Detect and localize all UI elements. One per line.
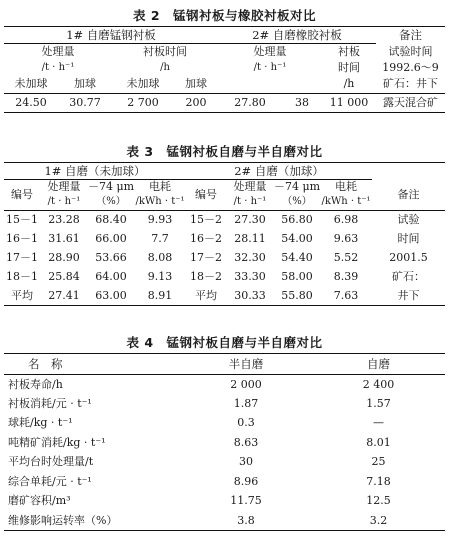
table-cell: 8.63	[233, 435, 259, 449]
table-row	[4, 511, 445, 531]
t3-note-header: 备注	[372, 180, 445, 211]
t2-cell: 24.50	[4, 94, 58, 113]
table-row	[4, 230, 445, 249]
table-cell: 平均	[4, 287, 40, 306]
table3-caption: 表 3 锰钢衬板自磨与半自磨对比	[126, 144, 323, 159]
t2-throughput-header: 处理量	[41, 44, 75, 58]
table-cell: 衬板消耗/元 · t⁻¹	[8, 396, 92, 410]
table-cell: 16－1	[5, 232, 38, 245]
table-cell: 68.40	[95, 213, 127, 227]
table-cell: 时间	[397, 232, 420, 245]
table-cell: 9.93	[147, 213, 173, 227]
table-row	[4, 211, 445, 230]
table-cell: 27.41	[40, 287, 88, 306]
table-row	[4, 472, 445, 492]
table-cell: 64.00	[95, 270, 127, 283]
t3-throughput-unit-2: /t · h⁻¹	[226, 195, 274, 211]
table-row	[4, 492, 445, 512]
table-cell: 6.98	[333, 213, 359, 227]
table-cell: 试验	[397, 213, 420, 227]
table-cell: 8.96	[233, 474, 259, 488]
t2-cell: 200	[174, 94, 218, 113]
t2-note-line2: 1992.6～9	[382, 60, 439, 74]
table-cell: 9.63	[333, 232, 359, 245]
t2-cell: 30.77	[58, 94, 112, 113]
t3-no-header-1: 编号	[4, 180, 40, 211]
table-cell: 33.30	[234, 270, 266, 283]
table-cell: 16－2	[190, 232, 222, 245]
table-cell: 7.63	[320, 287, 372, 306]
table-cell: 32.30	[234, 251, 266, 264]
t2-note-line4: 露天混合矿	[376, 94, 445, 113]
table-cell: 56.80	[281, 213, 313, 227]
table-cell: 15－2	[190, 213, 222, 227]
t2-sub-no-ball-2: 未加球	[112, 76, 174, 94]
t2-throughput2-unit: /t · h⁻¹	[253, 61, 287, 73]
t2-throughput2-header: 处理量	[253, 44, 287, 58]
table-cell: 5.52	[333, 251, 359, 264]
t2-group1-header: 1# 自磨锰钢衬板	[4, 27, 218, 44]
t2-cell: 27.80	[218, 94, 282, 113]
table-cell: 66.00	[95, 232, 127, 245]
table-cell: 18－2	[190, 270, 222, 283]
table-cell: 矿石：	[392, 270, 426, 283]
t2-liner2-a: 衬板	[338, 44, 360, 58]
table-cell: 55.80	[274, 287, 320, 306]
t4-semi-header: 半自磨	[180, 354, 312, 375]
table-cell: 2 400	[362, 377, 395, 391]
table-cell: 8.01	[366, 435, 391, 449]
table2	[4, 26, 445, 113]
table-row	[4, 268, 445, 287]
table-cell: 15－1	[5, 213, 38, 227]
table-cell: 53.66	[95, 251, 127, 264]
t2-note-line3: 矿石：井下	[376, 76, 445, 94]
t2-liner-time-unit: /h	[160, 61, 170, 73]
t2-sub-no-ball-1: 未加球	[4, 76, 58, 94]
table-cell: 8.91	[134, 287, 186, 306]
table-row	[4, 249, 445, 268]
table-cell: 平均	[186, 287, 226, 306]
t3-body	[4, 211, 445, 306]
t2-liner2-c: /h	[322, 76, 376, 94]
table-cell: 12.5	[366, 494, 391, 508]
table-cell: 2001.5	[389, 251, 428, 264]
table3	[4, 162, 445, 306]
table-cell: 27.30	[234, 213, 266, 227]
t2-cell: 2 700	[112, 94, 174, 113]
table-cell: 井下	[372, 287, 445, 306]
t2-sub-ball-1: 加球	[58, 76, 112, 94]
table-cell: 63.00	[88, 287, 134, 306]
table-cell: 28.11	[234, 232, 266, 245]
table-cell: 3.2	[312, 511, 445, 531]
t2-note-line1: 试验时间	[388, 44, 433, 58]
table-cell: 吨精矿消耗/kg · t⁻¹	[8, 435, 106, 449]
table-cell: 58.00	[281, 270, 313, 283]
t3-fines-unit-1: （%）	[88, 195, 134, 211]
table-row	[4, 394, 445, 414]
table-cell: 31.61	[48, 232, 80, 245]
table-cell: 28.90	[48, 251, 80, 264]
table-cell: 54.40	[281, 251, 313, 264]
t2-cell: 38	[282, 94, 322, 113]
table-cell: 30	[239, 455, 253, 469]
table2-caption: 表 2 锰钢衬板与橡胶衬板对比	[132, 8, 317, 23]
t3-power-2: 电耗	[335, 180, 358, 194]
table-cell: 9.13	[147, 270, 173, 283]
t2-liner2-b: 时间	[338, 60, 360, 74]
t2-liner-time-header: 衬板时间	[143, 44, 187, 58]
t3-group2-header: 2# 自磨（加球）	[186, 163, 372, 180]
table-cell: 25.84	[48, 270, 80, 283]
t4-body	[4, 375, 445, 531]
table4	[4, 353, 445, 531]
t4-auto-header: 自磨	[312, 354, 445, 375]
table-cell: —	[373, 416, 384, 430]
t2-note-header: 备注	[376, 27, 445, 44]
table-cell: 平均台时处理量/t	[8, 455, 94, 469]
table-cell: 54.00	[281, 232, 313, 245]
t3-power-unit-2: /kWh · t⁻¹	[320, 195, 372, 211]
table-row	[4, 433, 445, 453]
table4-caption: 表 4 锰钢衬板自磨与半自磨对比	[126, 335, 323, 350]
table-cell: 1.57	[366, 396, 391, 410]
t3-power-1: 电耗	[149, 180, 172, 194]
table-cell: 30.33	[226, 287, 274, 306]
table-cell: 2 000	[230, 377, 262, 391]
table-cell: 3.8	[180, 511, 312, 531]
table-cell: 维修影响运转率（%）	[4, 511, 180, 531]
table-cell: 11.75	[230, 494, 262, 508]
table-cell: 磨矿容积/m³	[8, 494, 71, 508]
table-row	[4, 453, 445, 473]
table-cell: 0.3	[237, 416, 255, 430]
table-row	[4, 287, 445, 306]
t3-fines-1: －74 μm	[87, 180, 135, 194]
t3-power-unit-1: /kWh · t⁻¹	[134, 195, 186, 211]
t3-fines-unit-2: （%）	[274, 195, 320, 211]
t3-throughput-unit-1: /t · h⁻¹	[40, 195, 88, 211]
t3-throughput-1: 处理量	[47, 180, 81, 194]
t2-throughput-unit: /t · h⁻¹	[41, 61, 75, 73]
t3-fines-2: －74 μm	[273, 180, 321, 194]
t3-no-header-2: 编号	[186, 180, 226, 211]
table-cell: 17－2	[190, 251, 222, 264]
table-cell: 23.28	[48, 213, 80, 227]
table-cell: 18－1	[5, 270, 38, 283]
table-row	[4, 375, 445, 395]
table-cell: 球耗/kg · t⁻¹	[8, 416, 73, 430]
table-cell: 17－1	[5, 251, 38, 264]
table-cell: 7.18	[366, 474, 391, 488]
t2-group2-header: 2# 自磨橡胶衬板	[218, 27, 376, 44]
t3-group1-header: 1# 自磨（未加球）	[4, 163, 186, 180]
t3-throughput-2: 处理量	[233, 180, 267, 194]
table-cell: 衬板寿命/h	[8, 377, 63, 391]
table-cell: 25	[371, 455, 386, 469]
t4-name-header: 名 称	[4, 354, 180, 375]
table-cell: 8.39	[333, 270, 359, 283]
table-cell: 综合单耗/元 · t⁻¹	[8, 474, 92, 488]
t2-sub-ball-2: 加球	[174, 76, 218, 94]
table-row	[4, 414, 445, 434]
table-cell: 8.08	[147, 251, 173, 264]
table-cell: 1.87	[233, 396, 259, 410]
t2-cell: 11 000	[322, 94, 376, 113]
table-cell: 7.7	[151, 232, 169, 245]
